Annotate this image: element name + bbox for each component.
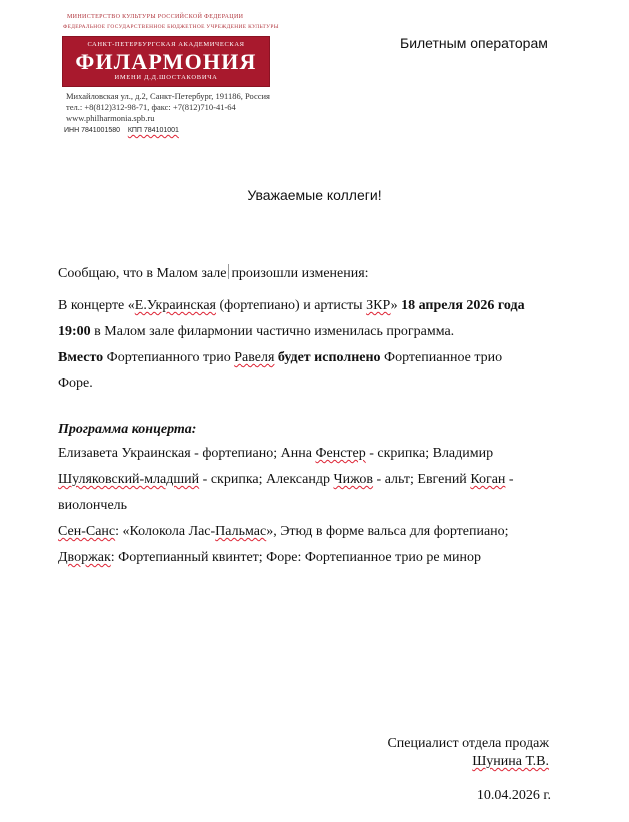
pl2-f: - <box>505 472 514 487</box>
website-line: www.philharmonia.spb.ru <box>66 113 155 123</box>
intro-text-b: произошли изменения: <box>231 266 369 281</box>
program-line-4 <box>58 524 509 540</box>
p1-time: 19:00 <box>58 324 91 339</box>
program-heading: Программа концерта: <box>58 422 197 437</box>
program-line-1 <box>58 446 493 462</box>
pl1-b: Фенстер <box>315 446 366 461</box>
pl2-e: Коган <box>470 472 506 487</box>
p1-e: » <box>390 298 402 313</box>
pl2-c: Чижов <box>333 472 374 487</box>
phone-line: тел.: +8(812)312-98-71, факс: +7(812)710-41-64 <box>66 102 236 112</box>
pl1-c: - скрипка; Владимир <box>365 446 494 461</box>
recipient: Билетным операторам <box>400 35 548 51</box>
signature-date <box>477 788 551 804</box>
pl5-b: : Фортепианный квинтет; Форе: Фортепианное трио ре минор <box>110 550 481 565</box>
pl2-b: - скрипка; Александр <box>199 472 334 487</box>
intro-text-a: Сообщаю, что в Малом зале <box>58 266 227 281</box>
salutation: Уважаемые коллеги! <box>247 187 382 203</box>
pl5-a: Дворжак <box>58 550 111 565</box>
p1-date: 18 апреля 2026 года <box>401 298 525 313</box>
inn-text: ИНН 7841001580 <box>64 127 121 134</box>
address-line: Михайловская ул., д.2, Санкт-Петербург, 191186, Россия <box>66 91 270 101</box>
intro-line <box>58 264 369 282</box>
p2-f: Фортепианное трио <box>380 350 503 365</box>
program-line-2 <box>58 472 514 488</box>
pl4-a: Сен-Санс <box>58 524 116 539</box>
pl1-a: Елизавета Украинская - фортепиано; Анна <box>58 446 316 461</box>
program-line-5 <box>58 550 481 566</box>
ministry-line: МИНИСТЕРСТВО КУЛЬТУРЫ РОССИЙСКОЙ ФЕДЕРАЦИИ <box>67 14 244 20</box>
logo-bottom-text: ИМЕНИ Д.Д.ШОСТАКОВИЧА <box>114 74 218 81</box>
p2-b: Фортепианного трио <box>103 350 235 365</box>
logo-main-text: ФИЛАРМОНИЯ <box>75 49 257 74</box>
signature-position: Специалист отдела продаж <box>387 736 549 751</box>
institution-line: ФЕДЕРАЛЬНОЕ ГОСУДАРСТВЕННОЕ БЮДЖЕТНОЕ УЧРЕЖДЕНИЕ КУЛЬТУРЫ <box>63 24 279 30</box>
p1-b: Е.Украинская <box>134 298 216 313</box>
pl4-b: : «Колокола Лас- <box>115 524 216 539</box>
pl4-d: », Этюд в форме вальса для фортепиано; <box>266 524 509 539</box>
p2-c: Равеля <box>234 350 275 365</box>
program-line-3: виолончель <box>58 498 128 513</box>
p1-a: В концерте « <box>58 298 135 313</box>
paragraph-2-line-1 <box>58 350 502 366</box>
paragraph-1-line-2 <box>58 324 454 340</box>
pl2-a: Шуляковский-младший <box>58 472 200 487</box>
p2-a: Вместо <box>58 350 104 365</box>
philharmonia-logo <box>62 36 270 87</box>
signature-name-text: Шунина Т.В. <box>472 754 549 769</box>
kpp-text: КПП 784101001 <box>127 127 179 134</box>
paragraph-2-line-2: Форе. <box>58 376 93 391</box>
pl2-d: - альт; Евгений <box>373 472 471 487</box>
p1-d: ЗКР <box>366 298 391 313</box>
inn-line <box>64 127 179 134</box>
p1-h: в Малом зале филармонии частично изменилась программа. <box>90 324 455 339</box>
signature-date-text: 10.04.2026 г. <box>476 788 551 803</box>
p2-e: будет исполнено <box>277 350 381 365</box>
signature-name <box>472 754 549 770</box>
paragraph-1-line-1 <box>58 298 525 314</box>
pl4-c: Пальмас <box>215 524 267 539</box>
p1-c: (фортепиано) и артисты <box>215 298 367 313</box>
text-cursor <box>228 264 229 279</box>
logo-top-text: САНКТ-ПЕТЕРБУРГСКАЯ АКАДЕМИЧЕСКАЯ <box>87 41 245 48</box>
